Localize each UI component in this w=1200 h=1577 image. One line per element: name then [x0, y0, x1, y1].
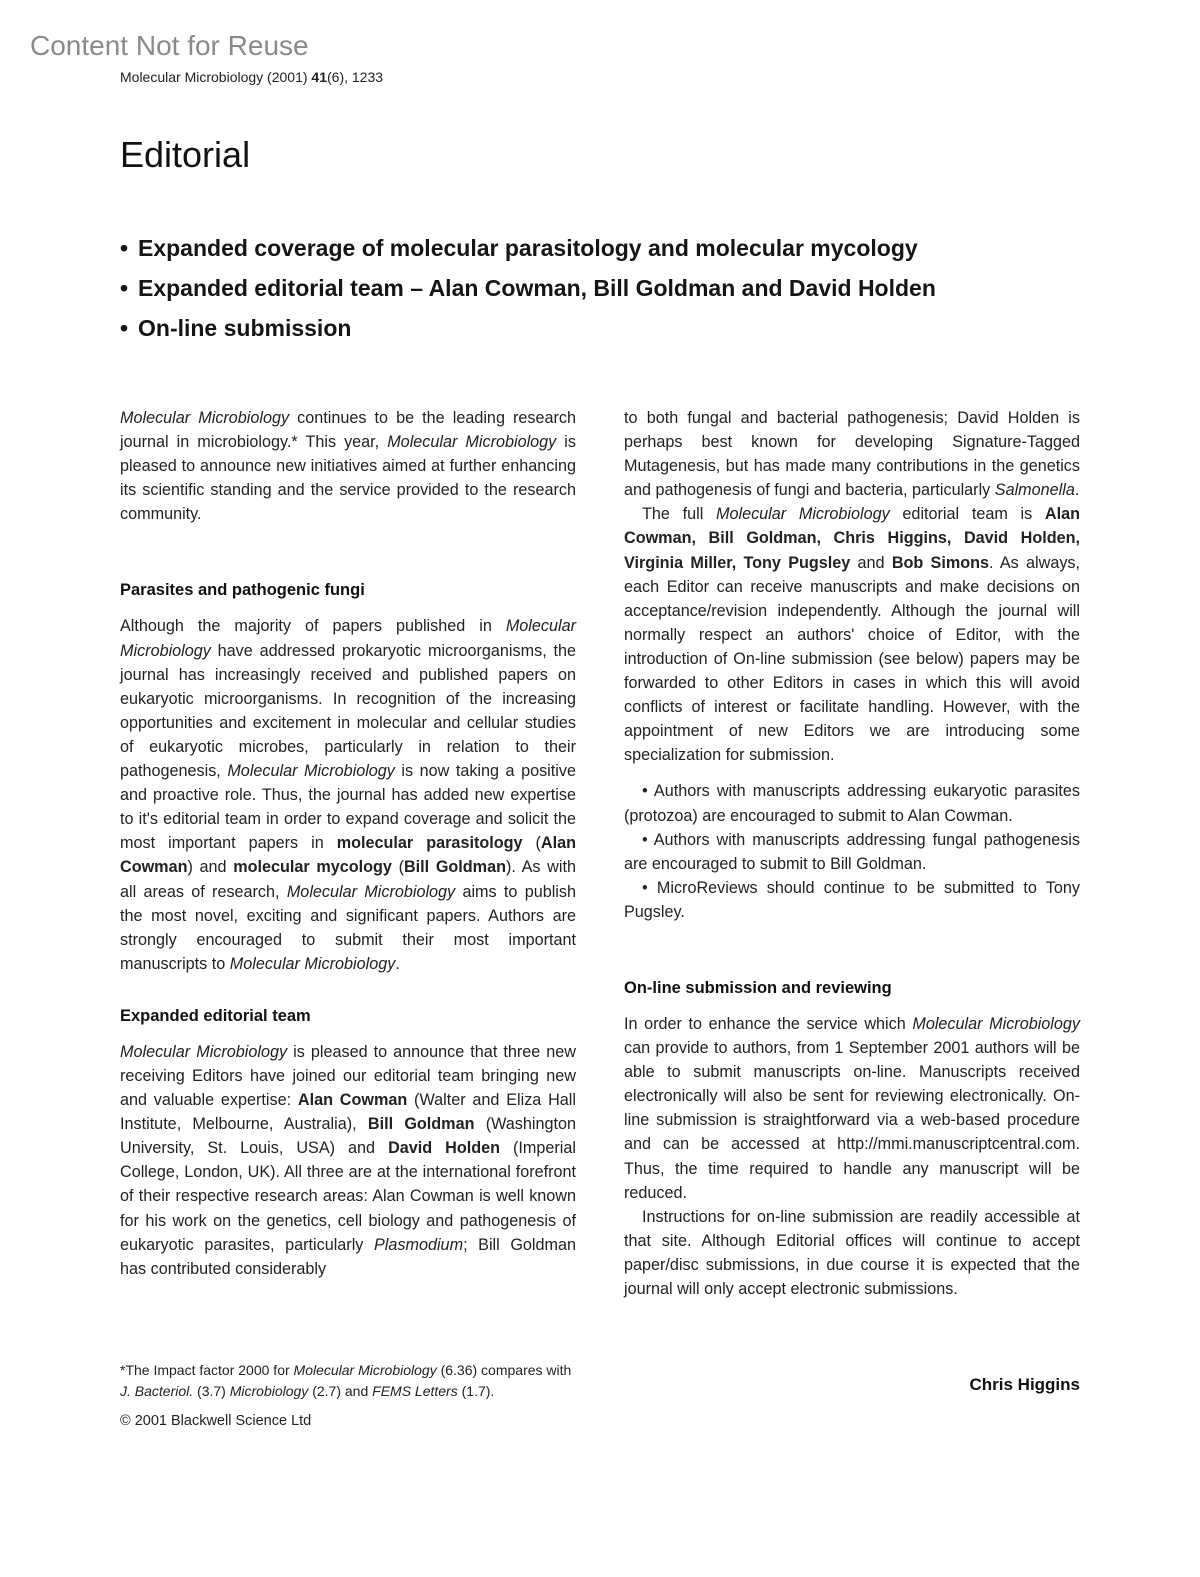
highlight-item: • Expanded coverage of molecular parasitology and molecular mycology	[120, 228, 1080, 268]
copyright-notice: © 2001 Blackwell Science Ltd	[120, 1413, 312, 1429]
left-column	[120, 406, 576, 1281]
bullet-icon: •	[642, 782, 648, 801]
running-head	[120, 69, 383, 85]
watermark: Content Not for Reuse	[30, 30, 309, 61]
volume-number: 41	[311, 69, 327, 85]
right-column	[624, 406, 1080, 1301]
bullet-icon: •	[120, 275, 129, 301]
page-title: Editorial	[120, 134, 251, 175]
online-instructions-paragraph: Instructions for on-line submission are readily accessible at that site. Although Editorial offices will continue to accept paper/disc submissions, in due course it is expected that the journal will only accept electronic submissions.	[624, 1207, 1080, 1298]
intro-paragraph: Molecular Microbiology continues to be the leading research journal in microbiology.* This year, Molecular Microbiology is pleased to announce new initiatives aimed at further enhancing its scientific standing and the service provided to the research community.	[120, 409, 577, 524]
parasites-paragraph: Although the majority of papers published in Molecular Microbiology have addressed prokaryotic microorganisms, the journal has increasingly received and published papers on eukaryotic microorganisms. In recognition of the increasing opportunities and excitement in molecular and cellular studies of eukaryotic microbes, particularly in relation to their pathogenesis, Molecular Microbiology is now taking a positive and proactive role. Thus, the journal has added new expertise to it's editorial team in order to expand coverage and solicit the most important papers in molecular parasitology (Alan Cowman) and molecular mycology (Bill Goldman). As with all areas of research, Molecular Microbiology aims to publish the most novel, exciting and significant papers. Authors are strongly encouraged to submit their most important manuscripts to Molecular Microbiology.	[120, 617, 577, 973]
bullet-icon: •	[642, 878, 648, 897]
bullet-icon: •	[120, 315, 129, 341]
team-paragraph: The full Molecular Microbiology editorial team is Alan Cowman, Bill Goldman, Chris Higgins, David Holden, Virginia Miller, Tony Pugsley and Bob Simons. As always, each Editor can receive manuscripts and make decisions on acceptance/revision independently. Although the journal will normally respect an authors' choice of Editor, with the introduction of On-line submission (see below) papers may be forwarded to other Editors in cases in which this will avoid conflicts of interest or facilitate handling. However, with the appointment of new Editors we are introducing some specialization for submission.	[624, 505, 1081, 765]
author-signature: Chris Higgins	[969, 1375, 1080, 1394]
specialization-list	[624, 779, 1080, 924]
highlight-item: • On-line submission	[120, 308, 1080, 348]
list-item: • MicroReviews should continue to be submitted to Tony Pugsley.	[624, 878, 1080, 921]
editorial-team-paragraph: Molecular Microbiology is pleased to announce that three new receiving Editors have joined our editorial team bringing new and valuable expertise: Alan Cowman (Walter and Eliza Hall Institute, Melbourne, Australia), Bill Goldman (Washington University, St. Louis, USA) and David Holden (Imperial College, London, UK). All three are at the international forefront of their respective research areas: Alan Cowman is well known for his work on the genetics, cell biology and pathogenesis of eukaryotic parasites, particularly Plasmodium; Bill Goldman has contributed considerably	[120, 1042, 577, 1278]
bullet-icon: •	[642, 830, 648, 849]
issue-pages: (6), 1233	[327, 69, 384, 85]
list-item: • Authors with manuscripts addressing eukaryotic parasites (protozoa) are encouraged to submit to Alan Cowman.	[624, 782, 1080, 825]
highlight-item: • Expanded editorial team – Alan Cowman, Bill Goldman and David Holden	[120, 268, 1080, 308]
section-heading-online-submission: On-line submission and reviewing	[624, 978, 892, 997]
editorial-team-paragraph-continued: to both fungal and bacterial pathogenesis; David Holden is perhaps best known for developing Signature-Tagged Mutagenesis, but has made many contributions in the genetics and pathogenesis of fungi and bacteria, particularly Salmonella.	[624, 409, 1080, 500]
impact-factor-footnote: *The Impact factor 2000 for Molecular Microbiology (6.36) compares with J. Bacteriol. (3.7) Microbiology (2.7) and FEMS Letters (1.7).	[120, 1362, 572, 1399]
online-submission-paragraph: In order to enhance the service which Molecular Microbiology can provide to authors, from 1 September 2001 authors will be able to submit manuscripts on-line. Manuscripts received electronically will also be sent for reviewing electronically. On-line submission is straightforward via a web-based procedure and can be accessed at http://mmi.manuscriptcentral.com. Thus, the time required to handle any manuscript will be reduced.	[624, 1014, 1080, 1202]
bullet-icon: •	[120, 235, 129, 261]
section-heading-editorial-team: Expanded editorial team	[120, 1006, 311, 1025]
section-heading-parasites: Parasites and pathogenic fungi	[120, 581, 365, 600]
list-item: • Authors with manuscripts addressing fungal pathogenesis are encouraged to submit to Bill Goldman.	[624, 830, 1081, 873]
highlights-list	[120, 228, 1080, 348]
journal-citation: Molecular Microbiology (2001)	[120, 69, 312, 85]
